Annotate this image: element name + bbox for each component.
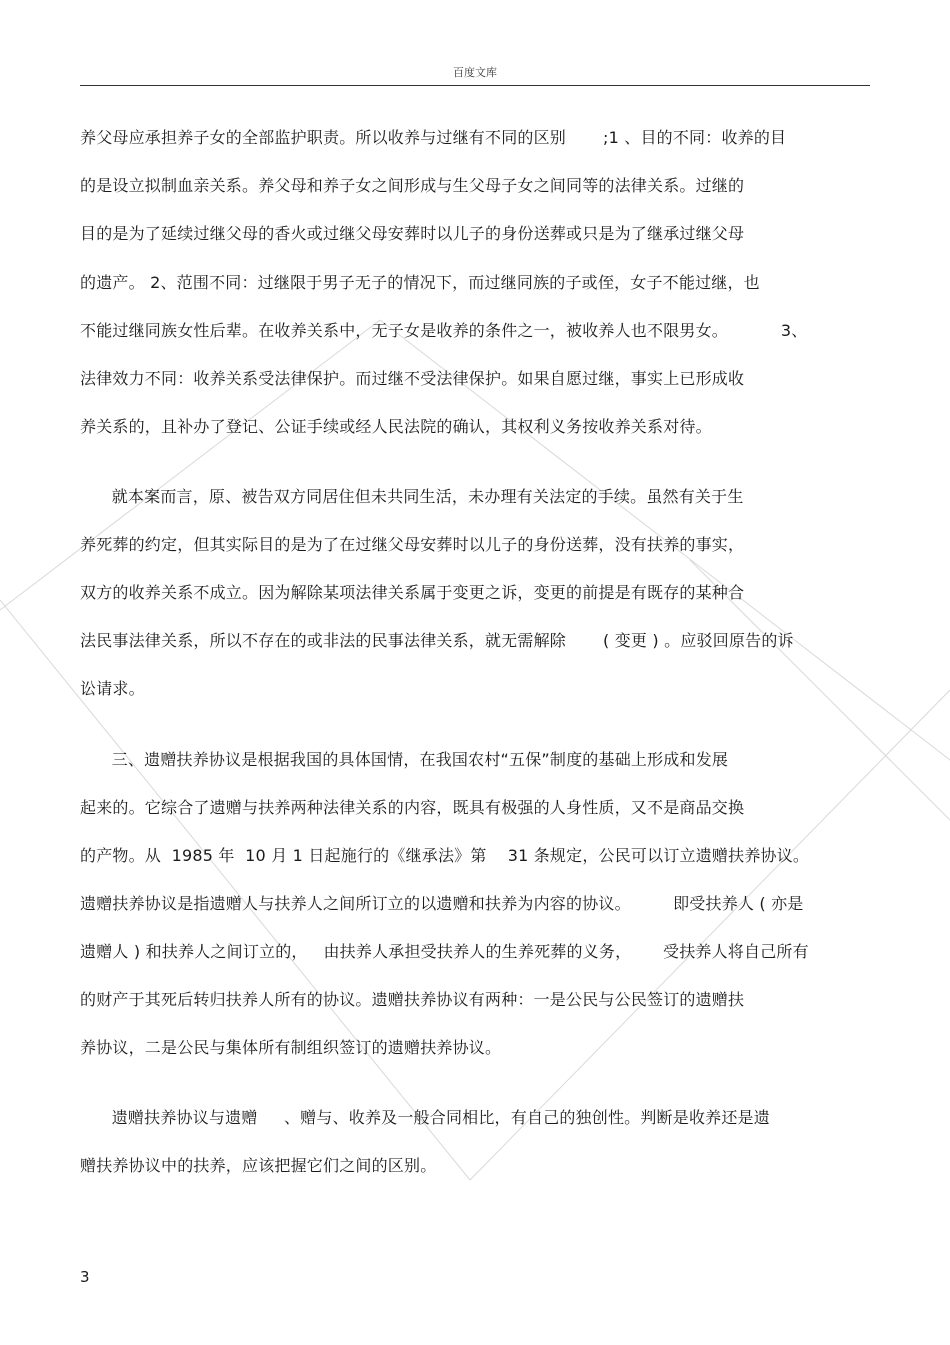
body-text-line: 目的是为了延续过继父母的香火或过继父母安葬时以儿子的身份送葬或只是为了继承过继父母 <box>80 224 745 243</box>
body-text-line: 讼请求。 <box>80 679 145 698</box>
page-header-title: 百度文库 <box>453 66 497 79</box>
body-text-line: 的是设立拟制血亲关系。养父母和养子女之间形成与生父母子女之间同等的法律关系。过继的 <box>80 176 745 195</box>
body-text-line: 养父母应承担养子女的全部监护职责。所以收养与过继有不同的区别 ;1 、目的不同：收养的目 <box>80 128 787 147</box>
page-number: 3 <box>80 1268 90 1286</box>
body-text-line: 法民事法律关系，所以不存在的或非法的民事法律关系，就无需解除 ( 变更 ) 。应驳回原告的诉 <box>80 631 794 650</box>
body-text-line: 法律效力不同：收养关系受法律保护。而过继不受法律保护。如果自愿过继，事实上已形成收 <box>80 369 745 388</box>
header-divider <box>80 85 870 86</box>
body-text-line: 起来的。它综合了遗赠与扶养两种法律关系的内容，既具有极强的人身性质，又不是商品交换 <box>80 798 745 817</box>
body-text-line: 的遗产。 2、范围不同：过继限于男子无子的情况下，而过继同族的子或侄，女子不能过继，也 <box>80 273 760 292</box>
body-text-line: 养死葬的约定，但其实际目的是为了在过继父母安葬时以儿子的身份送葬，没有扶养的事实， <box>80 535 745 554</box>
body-text-line: 三、遗赠扶养协议是根据我国的具体国情，在我国农村“五保”制度的基础上形成和发展 <box>80 750 729 769</box>
body-text-line: 不能过继同族女性后辈。在收养关系中，无子女是收养的条件之一，被收养人也不限男女。 3、 <box>80 321 808 340</box>
body-text-line: 遗赠扶养协议与遗赠 、赠与、收养及一般合同相比，有自己的独创性。判断是收养还是遗 <box>80 1108 770 1127</box>
body-text-line: 养协议，二是公民与集体所有制组织签订的遗赠扶养协议。 <box>80 1038 502 1057</box>
body-text-line: 就本案而言，原、被告双方同居住但未共同生活，未办理有关法定的手续。虽然有关于生 <box>80 487 744 506</box>
body-text-line: 双方的收养关系不成立。因为解除某项法律关系属于变更之诉，变更的前提是有既存的某种合 <box>80 583 745 602</box>
body-text-line: 的产物。从 1985 年 10 月 1 日起施行的《继承法》第 31 条规定，公民可以订立遗赠扶养协议。 <box>80 846 810 865</box>
body-text-line: 赠扶养协议中的扶养，应该把握它们之间的区别。 <box>80 1156 437 1175</box>
body-text-line: 遗赠扶养协议是指遗赠人与扶养人之间所订立的以遗赠和扶养为内容的协议。 即受扶养人 ( 亦是 <box>80 894 804 913</box>
body-text-line: 养关系的，且补办了登记、公证手续或经人民法院的确认，其权利义务按收养关系对待。 <box>80 417 712 436</box>
body-text-line: 的财产于其死后转归扶养人所有的协议。遗赠扶养协议有两种：一是公民与公民签订的遗赠扶 <box>80 990 745 1009</box>
body-text-line: 遗赠人 ) 和扶养人之间订立的， 由扶养人承担受扶养人的生养死葬的义务， 受扶养人将自己所有 <box>80 942 809 961</box>
